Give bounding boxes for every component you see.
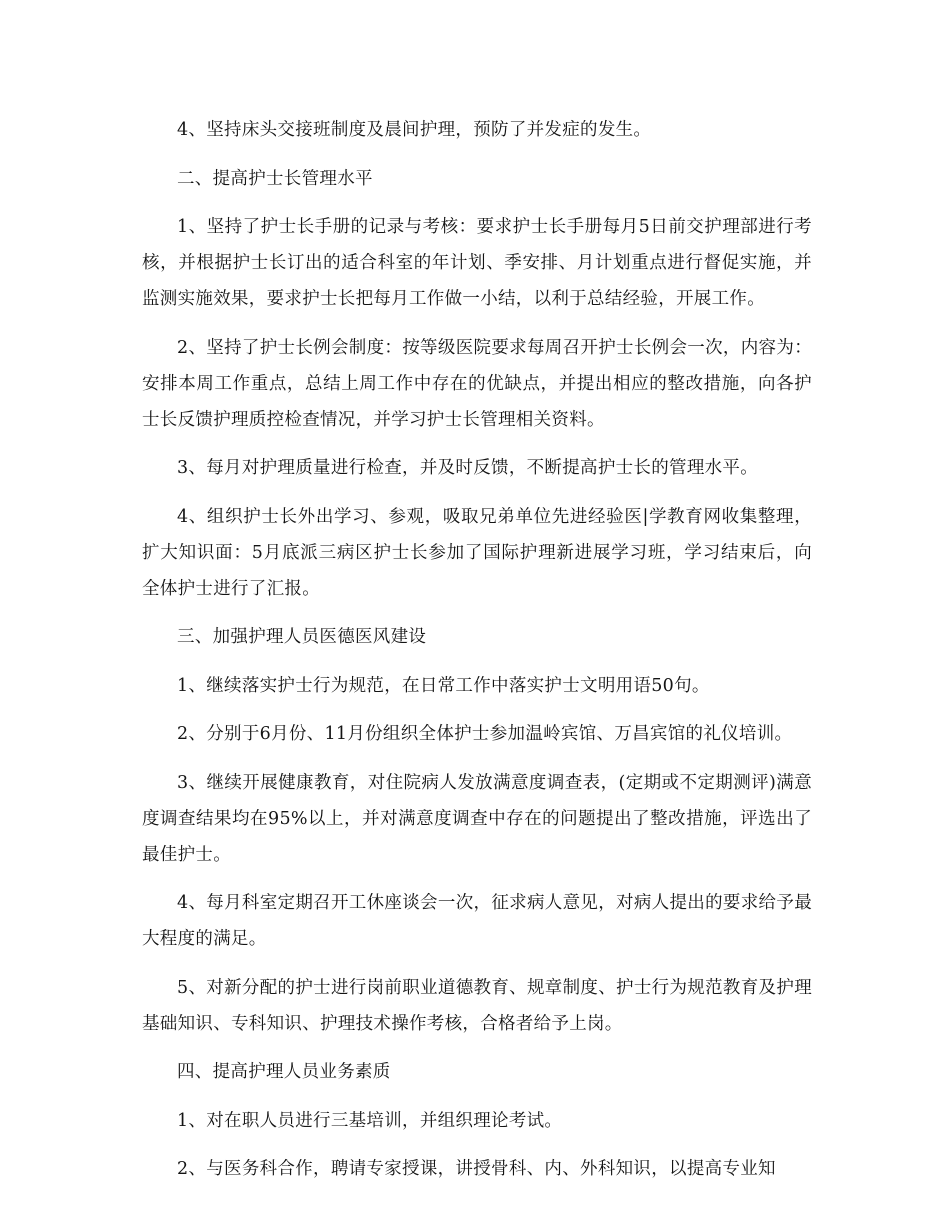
paragraph: 1、对在职人员进行三基培训，并组织理论考试。	[177, 1110, 563, 1131]
paragraph: 5、对新分配的护士进行岗前职业道德教育、规章制度、护士行为规范教育及护理基础知识、专科知识、护理技术操作考核，合格者给予上岗。	[142, 977, 812, 1034]
section-heading: 三、加强护理人员医德医风建设	[177, 627, 427, 647]
paragraph: 2、坚持了护士长例会制度：按等级医院要求每周召开护士长例会一次，内容为：安排本周工作重点，总结上周工作中存在的优缺点，并提出相应的整改措施，向各护士长反馈护理质控检查情况，并学习护士长管理相关资料。	[142, 337, 812, 430]
paragraph: 4、组织护士长外出学习、参观，吸取兄弟单位先进经验医|学教育网收集整理，扩大知识面：5月底派三病区护士长参加了国际护理新进展学习班，学习结束后，向全体护士进行了汇报。	[142, 506, 812, 599]
paragraph: 4、每月科室定期召开工休座谈会一次，征求病人意见，对病人提出的要求给予最大程度的满足。	[142, 893, 812, 949]
document-body	[142, 112, 812, 1200]
section-heading: 四、提高护理人员业务素质	[177, 1062, 391, 1082]
paragraph: 1、继续落实护士行为规范，在日常工作中落实护士文明用语50句。	[177, 675, 710, 696]
section-heading: 二、提高护士长管理水平	[177, 168, 373, 189]
paragraph: 2、与医务科合作，聘请专家授课，讲授骨科、内、外科知识，以提高专业知	[177, 1159, 776, 1179]
paragraph: 2、分别于6月份、11月份组织全体护士参加温岭宾馆、万昌宾馆的礼仪培训。	[177, 724, 793, 744]
paragraph: 3、每月对护理质量进行检查，并及时反馈，不断提高护士长的管理水平。	[177, 458, 759, 478]
paragraph: 4、坚持床头交接班制度及晨间护理，预防了并发症的发生。	[177, 120, 652, 140]
paragraph: 1、坚持了护士长手册的记录与考核：要求护士长手册每月5日前交护理部进行考核，并根据护士长订出的适合科室的年计划、季安排、月计划重点进行督促实施，并监测实施效果，要求护士长把每月工作做一小结，以利于总结经验，开展工作。	[142, 217, 812, 309]
paragraph: 3、继续开展健康教育，对住院病人发放满意度调查表，(定期或不定期测评)满意度调查结果均在95%以上，并对满意度调查中存在的问题提出了整改措施，评选出了最佳护士。	[142, 772, 812, 865]
